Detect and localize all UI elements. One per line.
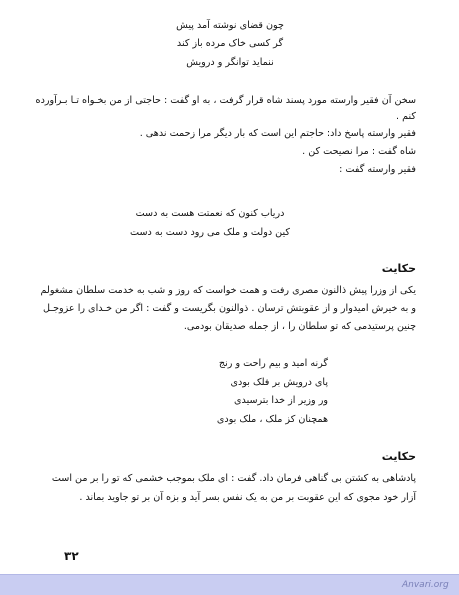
poem2-line-1: دریاب کنون که نعمتت هست به دست — [135, 208, 285, 219]
poem1-line-1: چون قضای نوشته آمد پیش — [176, 20, 284, 31]
story1-line-1: یکی از وزرا پیش ذالنون مصری رفت و همت خواست که روز و شب به خدمت سلطان مشغولم — [40, 285, 416, 296]
story2-line-2: آزار خود مجوی که این عقوبت بر من به یک نفس بسر آید و بزه آن بر تو جاوید بماند . — [79, 492, 416, 503]
prose1-line-5: فقیر وارسته گفت : — [339, 164, 416, 175]
prose1-line-3: فقیر وارسته پاسخ داد: حاجتم این است که بار دیگر مرا زحمت ندهی . — [139, 128, 416, 139]
poem3-line-1: گرنه امید و بیم راحت و رنج — [218, 358, 328, 369]
section-heading-2: حکایت — [381, 450, 416, 463]
story2-line-1: پادشاهی به کشتن بی گناهی فرمان داد. گفت : ای ملک بموجب خشمی که تو را بر من است — [51, 473, 416, 484]
poem3-line-3: ور وزیر از خدا بترسیدی — [234, 395, 328, 406]
poem2-line-2: کین دولت و ملک می رود دست به دست — [130, 227, 290, 238]
poem1-line-3: ننماید توانگر و درویش — [186, 57, 274, 68]
prose1-line-1: سخن آن فقیر وارسته مورد پسند شاه قرار گرفت ، به او گفت : حاجتی از من بخـواه تـا بـرآورده — [35, 95, 416, 106]
poem3-line-4: همچنان کز ملک ، ملک بودی — [216, 414, 328, 425]
story1-line-3: چنین پرستیدمی که تو سلطان را ، از جمله صدیقان بودمی. — [183, 321, 416, 332]
footer-bar — [0, 574, 459, 595]
poem3-line-2: پای درویش بر فلک بودی — [230, 377, 328, 388]
page-number: ۳۲ — [64, 549, 79, 563]
prose1-line-2: کنم . — [396, 111, 416, 122]
poem1-line-2: گر کسی خاک مرده باز کند — [176, 38, 284, 49]
story1-line-2: و به خیرش امیدوار و از عقوبتش ترسان . ذوالنون بگریست و گفت : اگر من خـدای را عزوجـل — [43, 303, 416, 314]
prose1-line-4: شاه گفت : مرا نصیحت کن . — [302, 146, 416, 157]
footer-watermark: Anvari.org — [402, 580, 449, 590]
section-heading-1: حکایت — [381, 262, 416, 275]
